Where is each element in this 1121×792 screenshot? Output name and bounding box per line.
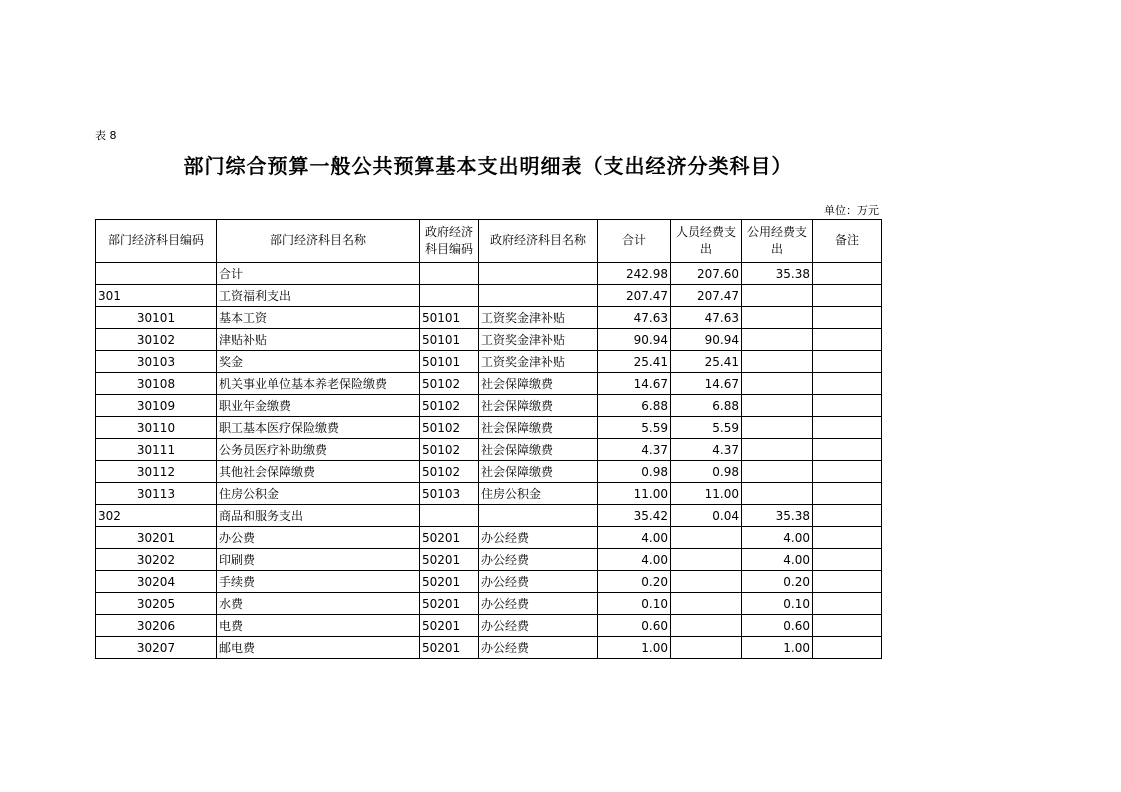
cell-gov-code: 50201 <box>420 527 479 549</box>
table-row <box>96 505 882 527</box>
cell-gov-name <box>479 505 598 527</box>
table-row <box>96 351 882 373</box>
cell-total: 4.00 <box>598 527 671 549</box>
cell-total: 14.67 <box>598 373 671 395</box>
cell-total: 242.98 <box>598 263 671 285</box>
cell-personnel <box>671 637 742 659</box>
cell-public <box>742 417 813 439</box>
cell-dept-code: 30102 <box>96 329 217 351</box>
cell-dept-name: 商品和服务支出 <box>217 505 420 527</box>
cell-gov-code <box>420 505 479 527</box>
cell-public <box>742 461 813 483</box>
cell-dept-name: 邮电费 <box>217 637 420 659</box>
table-row <box>96 417 882 439</box>
cell-public: 35.38 <box>742 263 813 285</box>
cell-dept-code: 30101 <box>96 307 217 329</box>
cell-gov-name: 社会保障缴费 <box>479 373 598 395</box>
cell-dept-code: 30207 <box>96 637 217 659</box>
cell-personnel: 25.41 <box>671 351 742 373</box>
cell-total: 0.20 <box>598 571 671 593</box>
cell-dept-code: 30109 <box>96 395 217 417</box>
cell-personnel: 207.47 <box>671 285 742 307</box>
table-number: 表 8 <box>95 129 117 142</box>
cell-total: 1.00 <box>598 637 671 659</box>
cell-dept-code: 30113 <box>96 483 217 505</box>
cell-dept-name: 工资福利支出 <box>217 285 420 307</box>
cell-gov-name: 办公经费 <box>479 615 598 637</box>
table-row <box>96 263 882 285</box>
cell-dept-code <box>96 263 217 285</box>
cell-dept-name: 公务员医疗补助缴费 <box>217 439 420 461</box>
cell-dept-name: 合计 <box>217 263 420 285</box>
unit-label: 单位：万元 <box>824 204 879 217</box>
header-public: 公用经费支出 <box>742 220 813 263</box>
cell-gov-code: 50102 <box>420 439 479 461</box>
cell-note <box>813 461 882 483</box>
cell-public <box>742 307 813 329</box>
cell-gov-name: 社会保障缴费 <box>479 439 598 461</box>
cell-personnel <box>671 571 742 593</box>
cell-public <box>742 351 813 373</box>
cell-gov-name: 社会保障缴费 <box>479 395 598 417</box>
cell-public <box>742 329 813 351</box>
cell-public <box>742 483 813 505</box>
cell-dept-name: 机关事业单位基本养老保险缴费 <box>217 373 420 395</box>
cell-personnel: 5.59 <box>671 417 742 439</box>
cell-note <box>813 417 882 439</box>
cell-total: 90.94 <box>598 329 671 351</box>
table-row <box>96 285 882 307</box>
cell-dept-name: 基本工资 <box>217 307 420 329</box>
table-row <box>96 637 882 659</box>
cell-total: 4.37 <box>598 439 671 461</box>
cell-personnel: 47.63 <box>671 307 742 329</box>
cell-public <box>742 395 813 417</box>
cell-public: 4.00 <box>742 549 813 571</box>
table-row <box>96 527 882 549</box>
cell-personnel: 11.00 <box>671 483 742 505</box>
cell-dept-code: 30206 <box>96 615 217 637</box>
table-row <box>96 395 882 417</box>
cell-personnel: 6.88 <box>671 395 742 417</box>
cell-personnel: 0.04 <box>671 505 742 527</box>
header-note: 备注 <box>813 220 882 263</box>
cell-dept-name: 手续费 <box>217 571 420 593</box>
cell-gov-code: 50102 <box>420 395 479 417</box>
cell-public: 0.60 <box>742 615 813 637</box>
cell-personnel: 207.60 <box>671 263 742 285</box>
cell-gov-name: 社会保障缴费 <box>479 417 598 439</box>
cell-dept-code: 302 <box>96 505 217 527</box>
cell-dept-name: 办公费 <box>217 527 420 549</box>
cell-total: 0.60 <box>598 615 671 637</box>
table-row <box>96 329 882 351</box>
cell-gov-code: 50103 <box>420 483 479 505</box>
cell-gov-code: 50101 <box>420 351 479 373</box>
header-gov-code: 政府经济科目编码 <box>420 220 479 263</box>
cell-gov-code <box>420 285 479 307</box>
cell-dept-code: 30202 <box>96 549 217 571</box>
cell-gov-code: 50102 <box>420 417 479 439</box>
table-body <box>96 263 882 659</box>
cell-total: 4.00 <box>598 549 671 571</box>
cell-dept-code: 30204 <box>96 571 217 593</box>
header-gov-name: 政府经济科目名称 <box>479 220 598 263</box>
cell-dept-name: 其他社会保障缴费 <box>217 461 420 483</box>
cell-note <box>813 571 882 593</box>
budget-table <box>95 219 882 659</box>
cell-total: 25.41 <box>598 351 671 373</box>
cell-total: 207.47 <box>598 285 671 307</box>
table-row <box>96 439 882 461</box>
table-row <box>96 461 882 483</box>
cell-note <box>813 329 882 351</box>
cell-gov-name: 工资奖金津补贴 <box>479 307 598 329</box>
cell-gov-code: 50102 <box>420 461 479 483</box>
cell-personnel: 90.94 <box>671 329 742 351</box>
cell-dept-name: 电费 <box>217 615 420 637</box>
cell-total: 35.42 <box>598 505 671 527</box>
cell-dept-name: 津贴补贴 <box>217 329 420 351</box>
cell-note <box>813 351 882 373</box>
cell-gov-code: 50101 <box>420 307 479 329</box>
cell-gov-name <box>479 263 598 285</box>
table-row <box>96 549 882 571</box>
cell-public <box>742 285 813 307</box>
cell-public <box>742 373 813 395</box>
cell-dept-code: 30112 <box>96 461 217 483</box>
cell-note <box>813 285 882 307</box>
cell-gov-name: 办公经费 <box>479 527 598 549</box>
table-row <box>96 483 882 505</box>
cell-note <box>813 483 882 505</box>
cell-total: 11.00 <box>598 483 671 505</box>
cell-total: 5.59 <box>598 417 671 439</box>
header-total: 合计 <box>598 220 671 263</box>
cell-note <box>813 395 882 417</box>
cell-total: 0.10 <box>598 593 671 615</box>
cell-personnel <box>671 527 742 549</box>
cell-note <box>813 593 882 615</box>
table-header-row <box>96 220 882 263</box>
cell-gov-name <box>479 285 598 307</box>
cell-gov-name: 办公经费 <box>479 593 598 615</box>
cell-dept-code: 301 <box>96 285 217 307</box>
cell-personnel <box>671 593 742 615</box>
cell-personnel: 0.98 <box>671 461 742 483</box>
cell-personnel <box>671 615 742 637</box>
cell-gov-name: 办公经费 <box>479 637 598 659</box>
cell-dept-name: 水费 <box>217 593 420 615</box>
cell-dept-name: 奖金 <box>217 351 420 373</box>
table-row <box>96 373 882 395</box>
cell-note <box>813 527 882 549</box>
cell-gov-name: 住房公积金 <box>479 483 598 505</box>
cell-dept-name: 职业年金缴费 <box>217 395 420 417</box>
header-dept-code: 部门经济科目编码 <box>96 220 217 263</box>
header-personnel: 人员经费支出 <box>671 220 742 263</box>
cell-dept-code: 30205 <box>96 593 217 615</box>
cell-total: 6.88 <box>598 395 671 417</box>
cell-total: 0.98 <box>598 461 671 483</box>
cell-note <box>813 615 882 637</box>
cell-note <box>813 439 882 461</box>
cell-dept-code: 30111 <box>96 439 217 461</box>
cell-gov-code: 50201 <box>420 549 479 571</box>
cell-gov-code: 50201 <box>420 615 479 637</box>
cell-dept-name: 印刷费 <box>217 549 420 571</box>
page-title: 部门综合预算一般公共预算基本支出明细表（支出经济分类科目） <box>183 154 793 178</box>
cell-gov-name: 工资奖金津补贴 <box>479 351 598 373</box>
table-row <box>96 307 882 329</box>
cell-gov-name: 办公经费 <box>479 549 598 571</box>
table-row <box>96 593 882 615</box>
cell-public: 0.20 <box>742 571 813 593</box>
table-row <box>96 571 882 593</box>
cell-gov-code: 50102 <box>420 373 479 395</box>
cell-gov-name: 办公经费 <box>479 571 598 593</box>
header-dept-name: 部门经济科目名称 <box>217 220 420 263</box>
cell-public: 4.00 <box>742 527 813 549</box>
cell-public: 0.10 <box>742 593 813 615</box>
cell-dept-code: 30103 <box>96 351 217 373</box>
cell-note <box>813 263 882 285</box>
cell-note <box>813 307 882 329</box>
cell-public: 1.00 <box>742 637 813 659</box>
cell-note <box>813 373 882 395</box>
cell-dept-code: 30201 <box>96 527 217 549</box>
cell-dept-code: 30108 <box>96 373 217 395</box>
cell-gov-code: 50201 <box>420 571 479 593</box>
cell-gov-code: 50101 <box>420 329 479 351</box>
cell-gov-code: 50201 <box>420 593 479 615</box>
cell-personnel <box>671 549 742 571</box>
table-row <box>96 615 882 637</box>
cell-personnel: 14.67 <box>671 373 742 395</box>
cell-note <box>813 505 882 527</box>
cell-dept-name: 住房公积金 <box>217 483 420 505</box>
cell-personnel: 4.37 <box>671 439 742 461</box>
cell-gov-code: 50201 <box>420 637 479 659</box>
cell-dept-name: 职工基本医疗保险缴费 <box>217 417 420 439</box>
cell-note <box>813 549 882 571</box>
cell-dept-code: 30110 <box>96 417 217 439</box>
cell-gov-name: 工资奖金津补贴 <box>479 329 598 351</box>
cell-total: 47.63 <box>598 307 671 329</box>
cell-note <box>813 637 882 659</box>
cell-gov-name: 社会保障缴费 <box>479 461 598 483</box>
cell-public: 35.38 <box>742 505 813 527</box>
cell-public <box>742 439 813 461</box>
cell-gov-code <box>420 263 479 285</box>
